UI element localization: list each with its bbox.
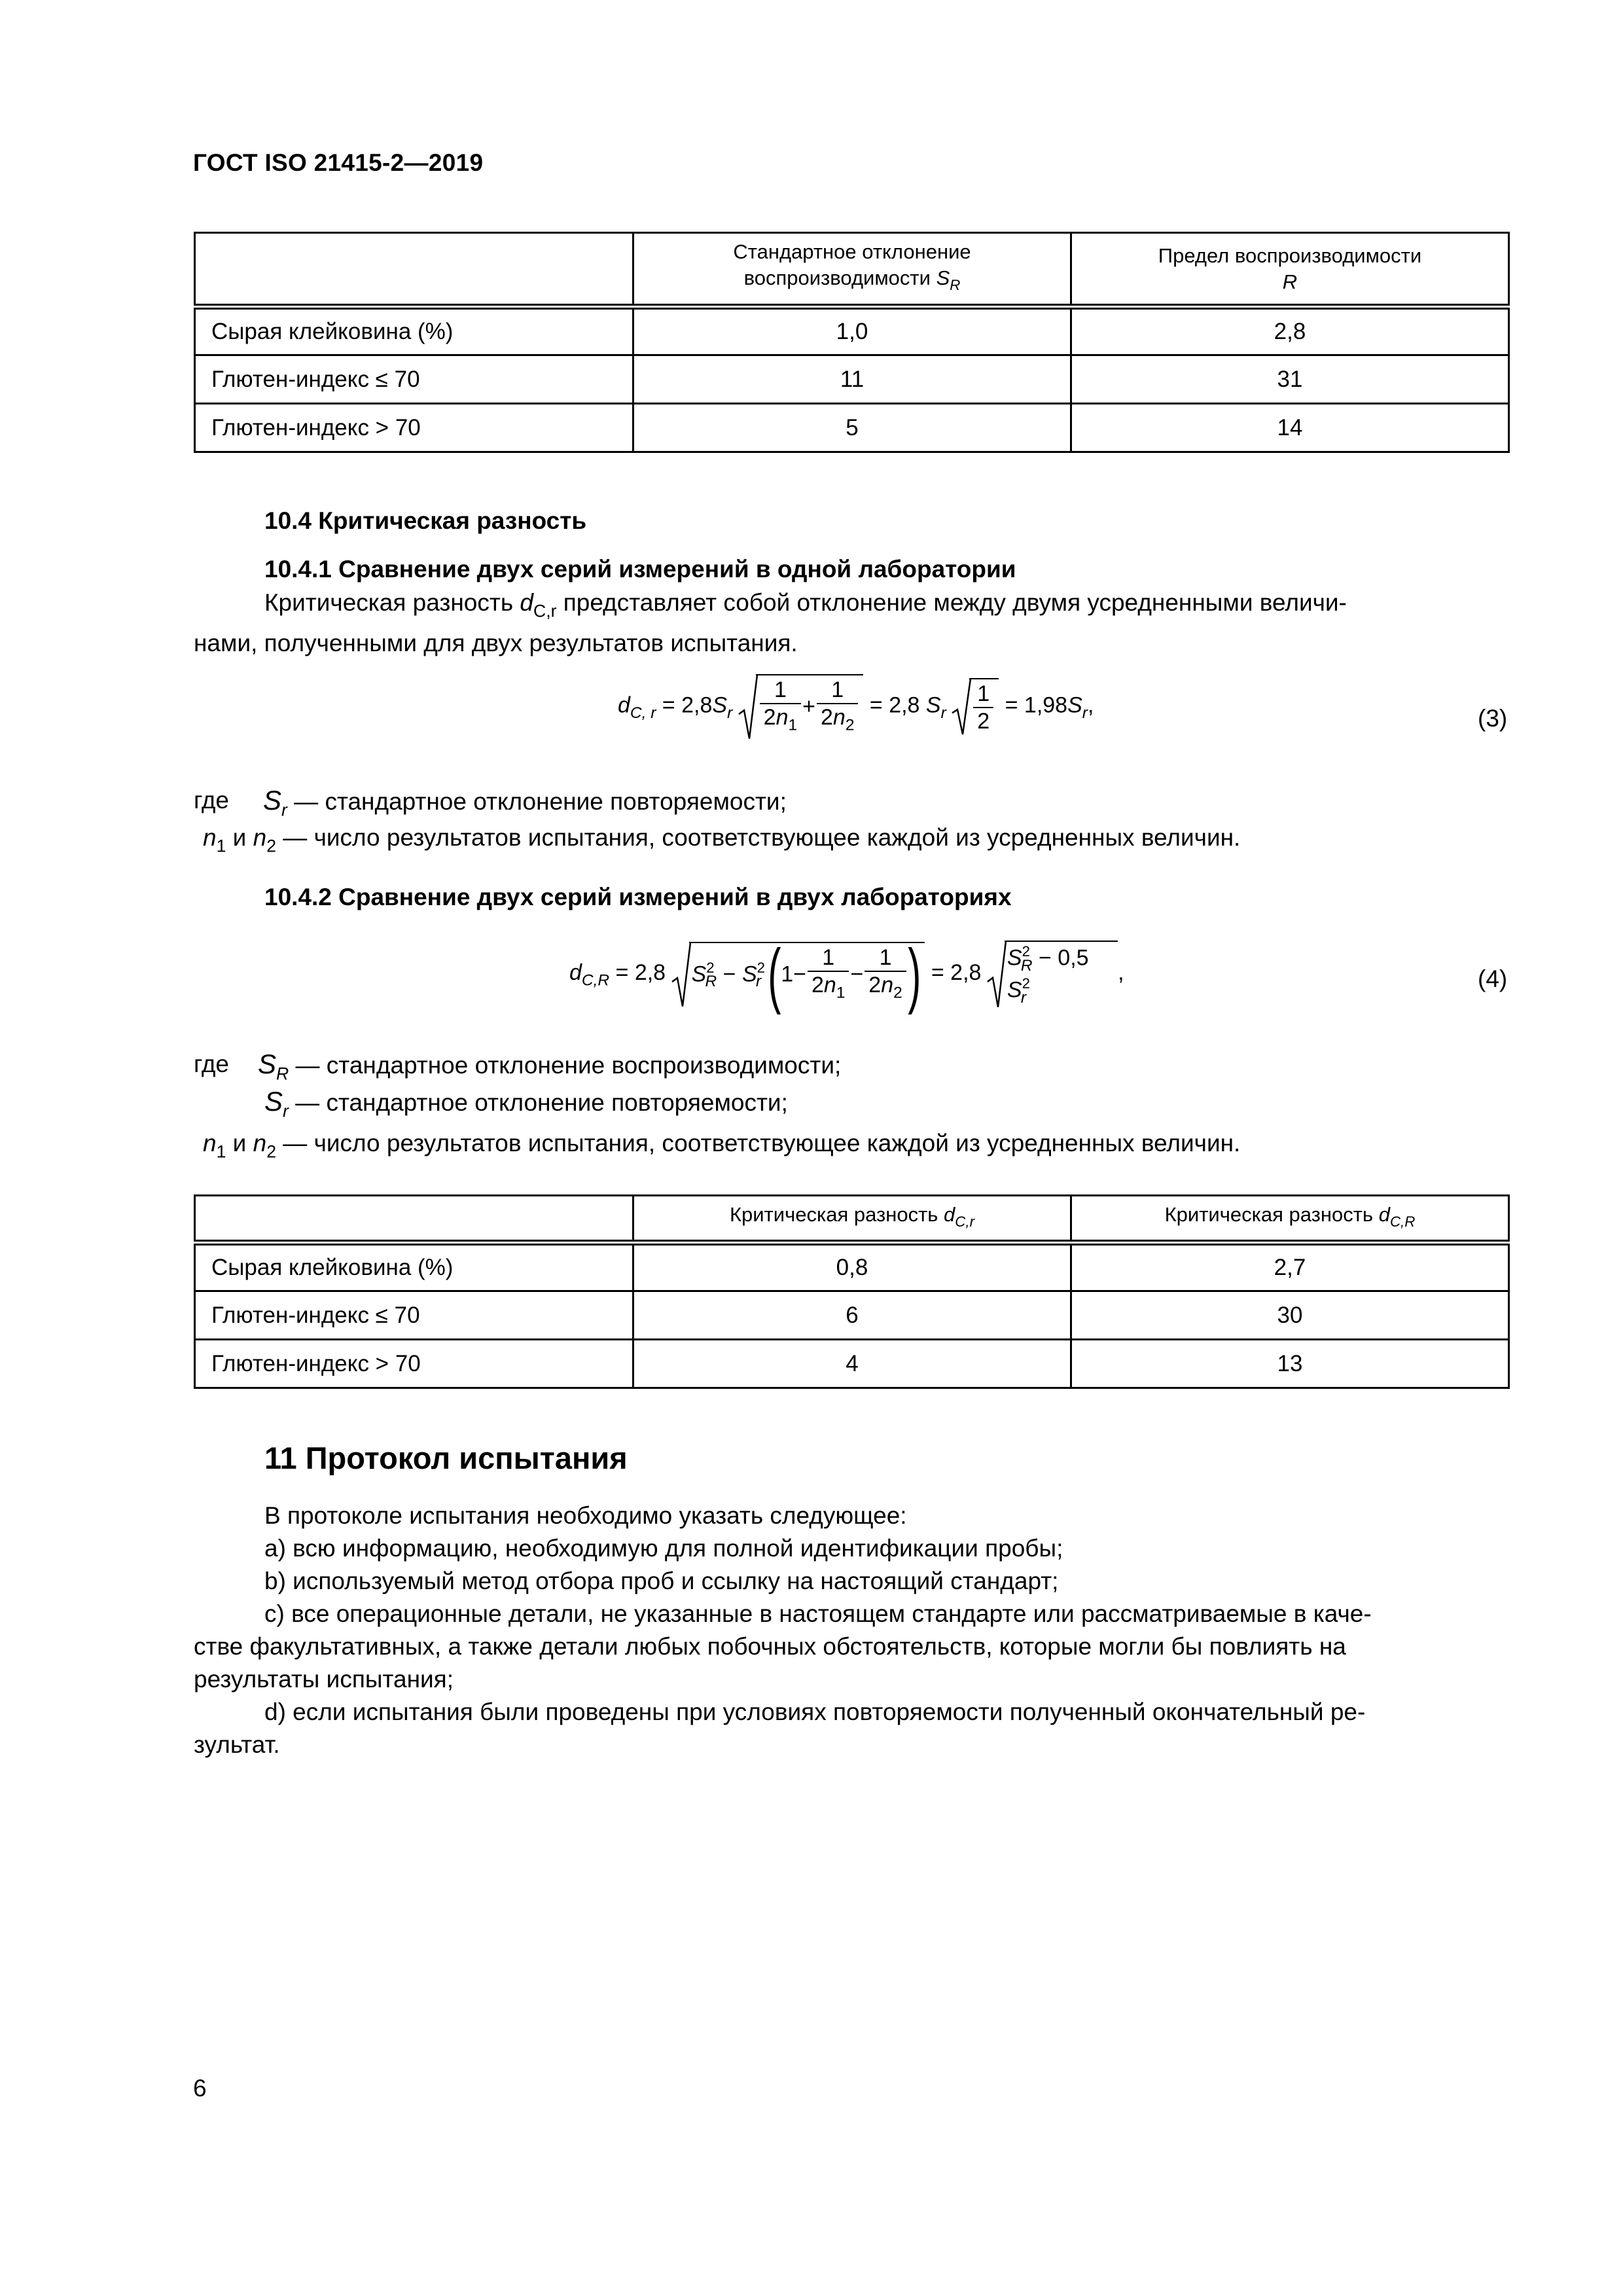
- table-row: [195, 1291, 1509, 1340]
- cell-value: 6: [633, 1291, 1071, 1340]
- table-row: [195, 1340, 1509, 1388]
- symbol-sub: r: [1020, 988, 1027, 1007]
- symbol: n: [203, 824, 217, 851]
- radicand: [1005, 941, 1118, 1007]
- definition-text: — стандартное отклонение повторяемости;: [294, 788, 787, 815]
- cell-value: 31: [1071, 355, 1509, 404]
- symbol-sub: C,R: [1389, 1213, 1416, 1230]
- section-10-4-heading: 10.4 Критическая разность: [264, 507, 587, 534]
- header-symbol: R: [1282, 270, 1298, 293]
- where-item-sr: [263, 784, 787, 826]
- symbol: n: [823, 972, 836, 997]
- number: 0,5: [1058, 945, 1089, 971]
- list-item-c-cont: стве факультативных, а также детали любых побочных обстоятельств, которые могли бы повлиять на: [194, 1633, 1346, 1660]
- definition-text: — стандартное отклонение повторяемости;: [295, 1089, 788, 1116]
- symbol: S: [691, 961, 707, 986]
- number: 2,8: [950, 960, 982, 985]
- cell-value: 0,8: [633, 1243, 1071, 1291]
- header-text: воспроизводимости: [743, 266, 931, 290]
- section-11-body: [194, 1499, 1508, 1761]
- definition-text: — число результатов испытания, соответствующее каждой из усредненных величин.: [283, 824, 1241, 851]
- column-header-reproducibility-limit: [1071, 233, 1509, 307]
- square-root: [952, 678, 999, 734]
- critical-difference-table: [194, 1194, 1510, 1389]
- header-line: Предел воспроизводимости: [1158, 243, 1422, 267]
- number: 1,98: [1024, 692, 1068, 718]
- radical-sign-icon: [952, 678, 971, 734]
- list-item-d: d) если испытания были проведены при условиях повторяемости полученный окончательный ре-: [264, 1698, 1366, 1725]
- symbol: n: [881, 972, 894, 997]
- cell-value: 1,0: [633, 307, 1071, 355]
- operator: =: [662, 692, 675, 718]
- formula-4: [569, 934, 1124, 1015]
- symbol: d: [944, 1202, 955, 1226]
- fraction: [808, 944, 849, 1007]
- symbol: n: [203, 1130, 217, 1157]
- symbol: d: [1378, 1202, 1390, 1226]
- punctuation: ,: [1118, 960, 1124, 985]
- number: 2: [868, 972, 882, 997]
- list-item-d-cont: зультат.: [194, 1731, 280, 1758]
- number: 2: [811, 972, 824, 997]
- operator: =: [931, 960, 944, 985]
- list-item-a: a) всю информацию, необходимую для полной идентификации пробы;: [264, 1535, 1063, 1562]
- radical-sign-icon: [988, 941, 1006, 1007]
- symbol-sub: 2: [266, 836, 277, 856]
- square-root: [988, 941, 1118, 1007]
- symbol-sub: C, r: [630, 704, 656, 722]
- number: 2: [820, 705, 833, 730]
- table-row: [195, 307, 1509, 355]
- denominator: [817, 704, 858, 739]
- symbol-sub: R: [276, 1064, 289, 1084]
- exponent: 2: [757, 959, 765, 976]
- left-paren: (: [767, 934, 781, 1015]
- symbol: S: [1007, 977, 1022, 1003]
- where-item-sr: [264, 1085, 788, 1127]
- symbol-sub: r: [755, 973, 762, 991]
- symbol-sub: 2: [893, 984, 902, 1002]
- symbol: S: [1007, 945, 1022, 971]
- table-corner-cell: [195, 1196, 633, 1243]
- equation-number-3: (3): [1478, 705, 1508, 732]
- page-number: 6: [193, 2075, 207, 2102]
- operator: =: [1005, 692, 1018, 718]
- list-item-c: c) все операционные детали, не указанные в настоящем стандарте или рассматриваемые в каче-: [264, 1600, 1372, 1627]
- cell-value: 14: [1071, 404, 1509, 452]
- radical-sign-icon: [739, 674, 757, 739]
- row-label: Сырая клейковина (%): [195, 307, 633, 355]
- table-row: [195, 1243, 1509, 1291]
- symbol-sub: 1: [836, 984, 846, 1002]
- exponent: 2: [1022, 943, 1030, 960]
- square-root: [672, 934, 925, 1015]
- number: 2,8: [681, 692, 713, 718]
- reproducibility-table: [194, 232, 1510, 453]
- symbol: S: [258, 1049, 277, 1079]
- numerator: 1: [817, 677, 858, 704]
- fraction: [760, 677, 801, 739]
- symbol: S: [712, 692, 728, 718]
- operator: −: [793, 961, 806, 986]
- symbol: n: [253, 824, 267, 851]
- numerator: 1: [865, 944, 906, 972]
- row-label: Глютен-индекс > 70: [195, 404, 633, 452]
- header-text: Критическая разность: [729, 1202, 944, 1226]
- numerator: 1: [760, 677, 801, 704]
- symbol: n: [776, 705, 789, 730]
- symbol-sub: r: [940, 704, 946, 722]
- exponent: 2: [1022, 975, 1030, 992]
- symbol-sub: 2: [266, 1141, 277, 1162]
- cell-value: 4: [633, 1340, 1071, 1388]
- symbol-sub: C,r: [955, 1213, 975, 1230]
- symbol-sub: r: [1082, 704, 1088, 722]
- numerator: 1: [973, 681, 993, 708]
- symbol: S: [741, 961, 757, 986]
- symbol: S: [263, 785, 282, 816]
- list-item-b: b) используемый метод отбора проб и ссылку на настоящий стандарт;: [264, 1568, 1059, 1594]
- table-corner-cell: [195, 233, 633, 307]
- symbol: n: [832, 705, 846, 730]
- where-item-sR: [258, 1048, 841, 1090]
- symbol: S: [1067, 692, 1082, 718]
- symbol: S: [264, 1086, 283, 1117]
- document-code: ГОСТ ISO 21415-2—2019: [193, 149, 484, 176]
- fraction: [973, 681, 993, 734]
- section-10-4-2-heading: 10.4.2 Сравнение двух серий измерений в двух лабораториях: [264, 884, 1012, 910]
- symbol-sub: 2: [845, 716, 855, 734]
- symbol-sub: C,R: [581, 971, 610, 990]
- symbol-sub: 1: [216, 836, 226, 856]
- row-label: Глютен-индекс ≤ 70: [195, 355, 633, 404]
- equation-number-4: (4): [1478, 965, 1508, 992]
- operator: =: [615, 960, 629, 985]
- header-line: Стандартное отклонение: [733, 240, 971, 264]
- symbol-sub: r: [283, 1101, 289, 1121]
- operator: −: [722, 961, 736, 986]
- where-word: где: [194, 1050, 230, 1077]
- fraction: [817, 677, 858, 739]
- section-10-4-1-heading: 10.4.1 Сравнение двух серий измерений в одной лаборатории: [264, 556, 1016, 583]
- denominator: [808, 972, 849, 1007]
- formula-3: [618, 674, 1094, 739]
- where-item-n: [203, 1127, 1240, 1168]
- radicand: [969, 678, 999, 734]
- number: 2: [763, 705, 776, 730]
- symbol-sub: 1: [216, 1141, 226, 1162]
- denominator: [865, 972, 906, 1007]
- operator: +: [802, 694, 815, 719]
- denominator: 2: [977, 709, 990, 734]
- radicand: [689, 934, 925, 1015]
- paragraph-line: нами, полученными для двух результатов испытания.: [194, 630, 798, 657]
- square-root: [739, 674, 864, 739]
- cell-value: 2,7: [1071, 1243, 1509, 1291]
- radicand: [756, 674, 864, 739]
- operator: =: [869, 692, 883, 718]
- symbol-sub: R: [950, 276, 961, 293]
- definition-text: — число результатов испытания, соответствующее каждой из усредненных величин.: [283, 1130, 1241, 1157]
- symbol-sub: R: [1020, 956, 1033, 975]
- punctuation: ,: [1087, 692, 1094, 718]
- where-item-n: [203, 821, 1240, 862]
- column-header-sd-reproducibility: [633, 233, 1071, 307]
- numerator: 1: [808, 944, 849, 972]
- symbol-sub: r: [727, 704, 733, 722]
- fraction: [865, 944, 906, 1007]
- row-label: Глютен-индекс ≤ 70: [195, 1291, 633, 1340]
- number: 2,8: [889, 692, 920, 718]
- conjunction: и: [232, 1130, 247, 1157]
- cell-value: 11: [633, 355, 1071, 404]
- conjunction: и: [232, 824, 247, 851]
- table-header-row: [195, 233, 1509, 307]
- paragraph-line: [194, 586, 1508, 627]
- symbol: n: [253, 1130, 267, 1157]
- symbol: d: [569, 960, 582, 985]
- symbol-sub: R: [705, 973, 717, 991]
- symbol: S: [936, 266, 950, 290]
- list-item-c-cont: результаты испытания;: [194, 1666, 454, 1693]
- table-header-row: [195, 1196, 1509, 1243]
- column-header-dcr: [633, 1196, 1071, 1243]
- column-header-dcR: [1071, 1196, 1509, 1243]
- where-word: где: [194, 787, 230, 814]
- row-label: Сырая клейковина (%): [195, 1243, 633, 1291]
- symbol-sub: r: [281, 800, 287, 820]
- operator: −: [1038, 945, 1052, 971]
- symbol: d: [520, 589, 533, 616]
- cell-value: 2,8: [1071, 307, 1509, 355]
- right-paren: ): [907, 934, 921, 1015]
- paragraph-critical-difference: [194, 586, 1508, 660]
- section-11-heading: 11 Протокол испытания: [264, 1441, 628, 1475]
- cell-value: 5: [633, 404, 1071, 452]
- symbol: d: [618, 692, 630, 718]
- denominator: [760, 704, 801, 739]
- symbol-sub: C,r: [533, 601, 557, 621]
- definition-text: — стандартное отклонение воспроизводимости;: [295, 1052, 842, 1079]
- number: 2,8: [634, 960, 666, 985]
- symbol: S: [925, 692, 941, 718]
- operator: −: [850, 961, 864, 986]
- text-run: Критическая разность: [264, 589, 520, 616]
- row-label: Глютен-индекс > 70: [195, 1340, 633, 1388]
- cell-value: 30: [1071, 1291, 1509, 1340]
- symbol-sub: 1: [788, 716, 798, 734]
- header-text: Критическая разность: [1164, 1202, 1379, 1226]
- text-run: представляет собой отклонение между двумя усредненными величи-: [556, 589, 1347, 616]
- radical-sign-icon: [672, 942, 690, 1007]
- cell-value: 13: [1071, 1340, 1509, 1388]
- header-line: [634, 265, 1070, 298]
- table-row: [195, 404, 1509, 452]
- exponent: 2: [706, 959, 715, 976]
- number: 1: [781, 961, 794, 986]
- table-row: [195, 355, 1509, 404]
- paragraph-line: В протоколе испытания необходимо указать следующее:: [264, 1502, 907, 1529]
